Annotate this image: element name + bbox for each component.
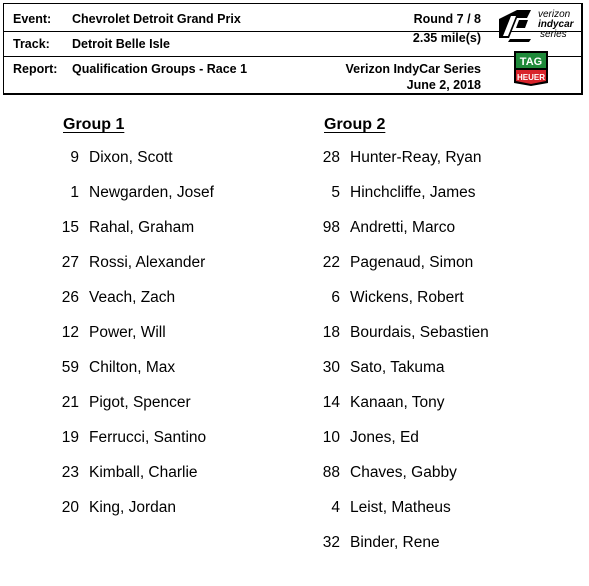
tag-logo-line-2: HEUER [516,73,546,82]
car-number: 88 [322,464,340,481]
driver-name: Power, Will [89,324,166,341]
car-number: 19 [61,429,79,446]
driver-name: Andretti, Marco [350,219,456,236]
driver-name: Dixon, Scott [89,149,173,166]
driver-name: Chilton, Max [89,359,176,376]
driver-name: Hunter-Reay, Ryan [350,149,482,166]
car-number: 5 [331,184,340,201]
car-number: 22 [322,254,340,271]
indycar-logo-line-2: indycar [538,19,574,30]
indycar-logo-line-1: verizon [538,9,571,20]
car-number: 1 [70,184,79,201]
report-label: Report: [13,62,58,76]
car-number: 6 [331,289,340,306]
driver-name: Leist, Matheus [350,499,451,516]
series-name: Verizon IndyCar Series [345,62,481,76]
event-value: Chevrolet Detroit Grand Prix [72,12,241,26]
driver-name: Newgarden, Josef [89,184,214,201]
track-value: Detroit Belle Isle [72,37,170,51]
car-number: 23 [61,464,79,481]
car-number: 28 [322,149,340,166]
driver-name: Hinchcliffe, James [350,184,476,201]
driver-name: Jones, Ed [350,429,419,446]
car-number: 18 [322,324,340,341]
event-date: June 2, 2018 [406,78,481,92]
car-number: 14 [322,394,340,411]
report-value: Qualification Groups - Race 1 [72,62,248,76]
driver-name: Kanaan, Tony [350,394,445,411]
car-number: 9 [70,149,79,166]
car-number: 59 [61,359,79,376]
car-number: 15 [61,219,79,236]
car-number: 98 [322,219,340,236]
round-text: Round 7 / 8 [413,12,481,26]
car-number: 21 [61,394,79,411]
driver-name: Chaves, Gabby [350,464,457,481]
car-number: 26 [61,289,79,306]
tag-logo-line-1: TAG [519,56,543,68]
driver-name: Binder, Rene [350,534,440,551]
driver-name: Rossi, Alexander [89,254,206,271]
driver-name: Pagenaud, Simon [350,254,474,271]
car-number: 20 [61,499,79,516]
indycar-logo-line-3: series [540,29,567,40]
track-length: 2.35 mile(s) [412,31,481,45]
group-2-title: Group 2 [324,116,386,133]
car-number: 27 [61,254,79,271]
driver-name: Veach, Zach [89,289,176,306]
driver-name: King, Jordan [89,499,177,516]
car-number: 4 [331,499,340,516]
driver-name: Kimball, Charlie [89,464,198,481]
car-number: 12 [61,324,79,341]
driver-name: Ferrucci, Santino [89,429,207,446]
car-number: 30 [322,359,340,376]
track-label: Track: [13,37,50,51]
car-number: 10 [322,429,340,446]
driver-name: Sato, Takuma [350,359,445,376]
driver-name: Bourdais, Sebastien [350,324,489,341]
driver-name: Pigot, Spencer [89,394,191,411]
event-label: Event: [13,12,52,26]
group-1-column [63,0,313,586]
driver-name: Rahal, Graham [89,219,195,236]
group-2-column [324,0,574,586]
group-1-title: Group 1 [63,116,125,133]
car-number: 32 [322,534,340,551]
driver-name: Wickens, Robert [350,289,464,306]
